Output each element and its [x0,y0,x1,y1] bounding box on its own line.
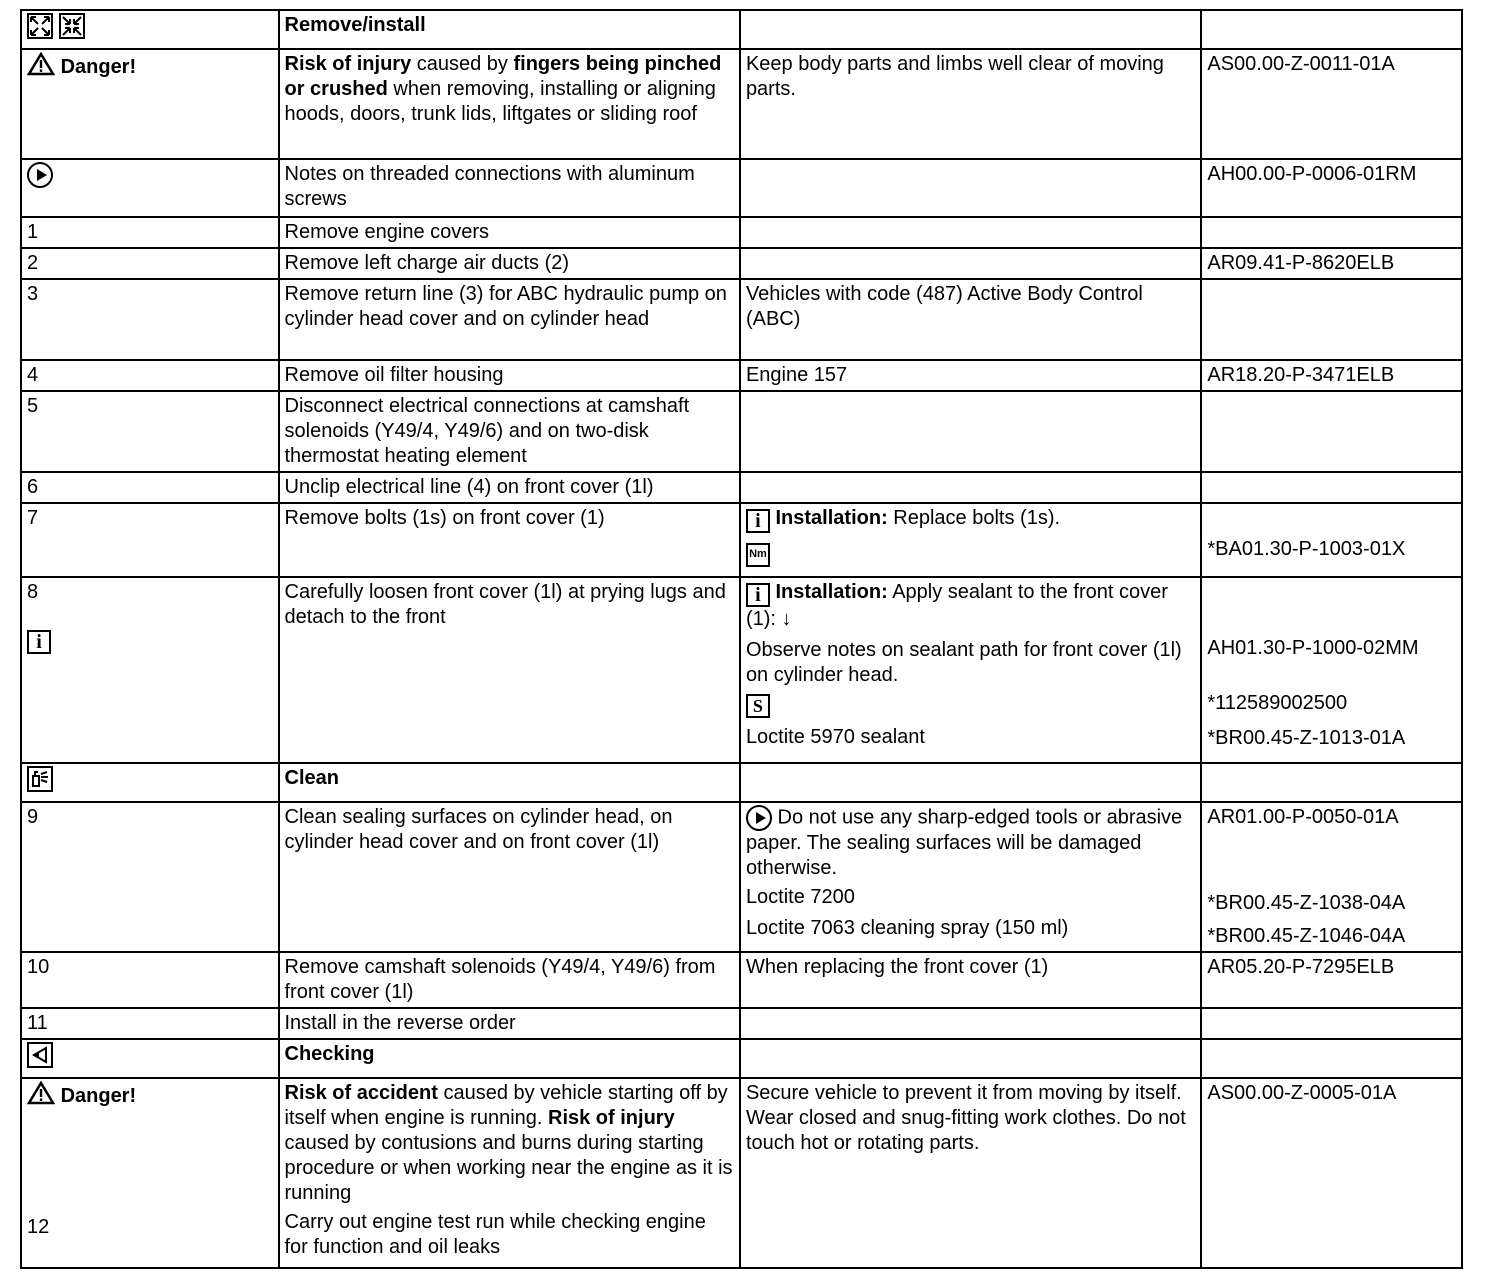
step-number: 9 [21,802,279,952]
table-row [21,279,1462,360]
step-number: 10 [21,952,279,1008]
danger-label: Danger! [60,56,137,78]
reference-code[interactable]: AR05.20-P-7295ELB [1201,952,1462,1008]
info-icon: i [27,630,51,654]
note: Keep body parts and limbs well clear of moving parts. [740,49,1201,159]
note: Wear closed and snug-fitting work clothes. Do not touch hot or rotating parts. [745,1107,1186,1154]
reference-code[interactable]: AS00.00-Z-0011-01A [1201,49,1462,159]
note: When replacing the front cover (1) [740,952,1201,1008]
danger-label: Danger! [60,1085,137,1107]
table-row [21,952,1462,1008]
step-number: 1 [21,217,279,248]
reference-code[interactable]: AR18.20-P-3471ELB [1201,360,1462,391]
table-row: 7 Remove bolts (1s) on front cover (1) i Installation: Replace bolts (1s). Nm *BA01.30-P-1003-01X [21,503,1462,577]
reference-code[interactable]: *112589002500 [1207,692,1348,714]
step-number: 8 [27,581,39,603]
step-text: Notes on threaded connections with aluminum screws [279,159,740,217]
reference-code[interactable]: AR09.41-P-8620ELB [1201,248,1462,279]
notes-play-icon [746,805,772,831]
note: Loctite 7063 cleaning spray (150 ml) [745,917,1069,939]
reference-code[interactable]: AR01.00-P-0050-01A [1207,806,1399,828]
table-row: 8 i Carefully loosen front cover (1l) at prying lugs and detach to the front i Installation: Apply sealant to the front cover (1): ↓ Observe notes on sealant path for front cover (1l) on cylinder head. S Loctite 5970 sealant AH01.30-P-1000-02MM *112589002500 *BR00.45-Z-1013-01A [21,577,1462,763]
table-row [21,10,1462,49]
procedure-table [20,9,1463,1269]
step-number: 11 [21,1008,279,1039]
table-row [21,391,1462,472]
info-icon: i [746,509,770,533]
step-number: 6 [21,472,279,503]
step-number: 3 [21,279,279,360]
table-row [21,248,1462,279]
note: Observe notes on sealant path for front cover (1l) on cylinder head. [745,639,1182,686]
step-number: 7 [21,503,279,577]
note: Loctite 7200 [745,886,855,908]
step-number: 12 [27,1216,50,1238]
reference-code[interactable]: *BA01.30-P-1003-01X [1207,538,1406,560]
step-text: Remove engine covers [279,217,740,248]
section-title: Clean [284,767,339,789]
table-row [21,763,1462,802]
checking-icon [27,1042,53,1068]
reference-code[interactable]: *BR00.45-Z-1046-04A [1207,925,1406,947]
info-icon: i [746,583,770,607]
step-number: 5 [21,391,279,472]
table-row [21,472,1462,503]
warning-triangle-icon [27,1081,55,1105]
step-text: Disconnect electrical connections at camshaft solenoids (Y49/4, Y49/6) and on two-disk thermostat heating element [279,391,740,472]
table-row [21,360,1462,391]
torque-icon: Nm [746,543,770,567]
note: Loctite 5970 sealant [745,726,925,748]
table-row: Danger! Risk of injury caused by fingers being pinched or crushed when removing, installing or aligning hoods, doors, trunk lids, liftgates or sliding roof Keep body parts and limbs well clear of moving parts. AS00.00-Z-0011-01A [21,49,1462,159]
reference-code[interactable]: *BR00.45-Z-1038-04A [1207,892,1406,914]
reference-code[interactable]: *BR00.45-Z-1013-01A [1207,727,1406,749]
clean-icon [27,766,53,792]
step-text: Remove oil filter housing [279,360,740,391]
step-text: Remove camshaft solenoids (Y49/4, Y49/6) from front cover (1l) [279,952,740,1008]
step-text: Remove left charge air ducts (2) [279,248,740,279]
table-row [21,1008,1462,1039]
table-row [21,217,1462,248]
step-text: Remove bolts (1s) on front cover (1) [279,503,740,577]
reference-code[interactable]: AH01.30-P-1000-02MM [1207,637,1419,659]
step-text: Carry out engine test run while checking engine for function and oil leaks [284,1211,706,1258]
section-title: Remove/install [284,14,426,36]
special-tool-icon: S [746,694,770,718]
reference-code[interactable]: AH00.00-P-0006-01RM [1201,159,1462,217]
step-text: Install in the reverse order [279,1008,740,1039]
note: Secure vehicle to prevent it from moving by itself. [745,1082,1182,1104]
table-row [21,1039,1462,1078]
note: Engine 157 [740,360,1201,391]
step-text: Clean sealing surfaces on cylinder head, on cylinder head cover and on front cover (1l) [279,802,740,952]
note: Vehicles with code (487) Active Body Control (ABC) [740,279,1201,360]
table-row [21,159,1462,217]
reference-code[interactable]: AS00.00-Z-0005-01A [1201,1078,1462,1268]
step-text: Unclip electrical line (4) on front cover (1l) [279,472,740,503]
table-row: 9 Clean sealing surfaces on cylinder head, on cylinder head cover and on front cover (1l) Do not use any sharp-edged tools or abrasive paper. The sealing surfaces will be damaged otherwise. Loctite 7200 Loctite 7063 cleaning spray (150 ml) AR01.00-P-0050-01A *BR00.45-Z-1038-04A *BR00.45-Z-1046-04A [21,802,1462,952]
table-row: Danger! 12 Risk of accident caused by vehicle starting off by itself when engine is running. Risk of injury caused by contusions and burns during starting procedure or when working near the engine as it is running Carry out engine test run while checking engine for function and oil leaks Secure vehicle to prevent it from moving by itself. Wear closed and snug-fitting work clothes. Do not touch hot or rotating parts. AS00.00-Z-0005-01A [21,1078,1462,1268]
notes-play-icon [27,162,53,188]
section-title: Checking [284,1043,375,1065]
step-text: Carefully loosen front cover (1l) at prying lugs and detach to the front [279,577,740,763]
warning-triangle-icon [27,52,55,76]
step-number: 4 [21,360,279,391]
remove-install-icon [27,13,87,39]
step-text: Remove return line (3) for ABC hydraulic pump on cylinder head cover and on cylinder head [279,279,740,360]
step-number: 2 [21,248,279,279]
